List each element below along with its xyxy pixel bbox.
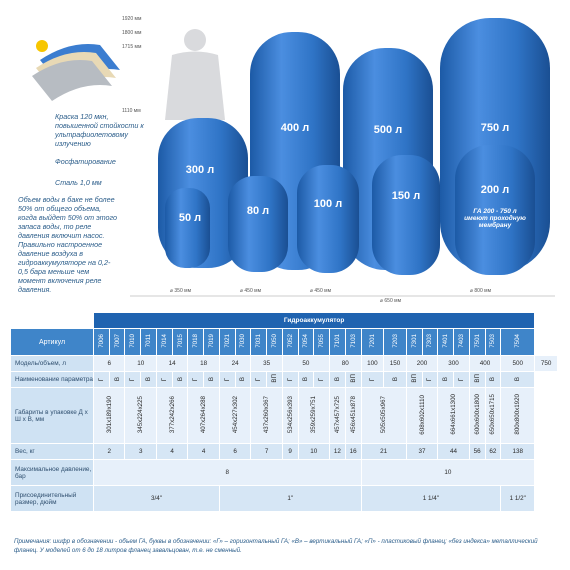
person-silhouette-icon bbox=[165, 29, 225, 120]
height-1715: 1715 мм bbox=[122, 44, 142, 50]
advice-note: Объем воды в баке не более 50% от общего объема, когда выйдет 50% от этого запаса воды, то реле давления включит насос. Правильно настроенное давление воздуха в гидроаккумуляторе на 0,2-0,5 бара меньше чем момент включения реле давления. bbox=[18, 195, 117, 294]
article-label: Артикул bbox=[11, 329, 94, 356]
steel-note: Сталь 1,0 мм bbox=[55, 178, 102, 187]
height-1920: 1920 мм bbox=[122, 16, 142, 22]
phosphate-note: Фосфатирование bbox=[55, 157, 116, 166]
paint-note: Краска 120 мкн, повышенной стойкости к ультрафиолетовому излучению bbox=[55, 112, 144, 148]
weight-row: Вес, кг 2 3 4 4 6 7 9 10 12 16 21 37 44 56 62 138 bbox=[11, 444, 558, 460]
diam-80: ⌀ 450 мм bbox=[240, 288, 262, 294]
tank-label-200: 200 л bbox=[480, 184, 510, 196]
diam-50: ⌀ 350 мм bbox=[170, 288, 192, 294]
diam-150: ⌀ 650 мм bbox=[380, 298, 402, 304]
tank-100 bbox=[297, 165, 359, 273]
tank-membrane-note: ГА 200 - 750 л имеют проходную мембрану bbox=[464, 208, 526, 229]
diam-750: ⌀ 800 мм bbox=[470, 288, 492, 294]
tank-label-150: 150 л bbox=[391, 190, 421, 202]
specs-table bbox=[10, 312, 558, 512]
tank-label-400: 400 л bbox=[280, 122, 310, 134]
tank-label-100: 100 л bbox=[313, 198, 343, 210]
tank-label-300: 300 л bbox=[185, 164, 215, 176]
tank-label-750: 750 л bbox=[480, 122, 510, 134]
tank-label-80: 80 л bbox=[246, 205, 270, 217]
connect-row: Присоединительный размер, дюйм 3/4" 1" 1 1/4" 1 1/2" bbox=[11, 486, 558, 512]
tank-label-500: 500 л bbox=[373, 124, 403, 136]
tank-label-50: 50 л bbox=[178, 212, 202, 224]
height-1800: 1800 мм bbox=[122, 30, 142, 36]
size-row: Габариты в упаковке Д х Ш х В, мм 301x189x190 345x224x225 377x242x266 407x264x288 454x227x302 437x260x367 534x256x393 359x259x751 457x457x725 456x451x878 505x505x967 608x602x1110 664x661x1300 600x600x1800 650x650x1715 800x800x1920 bbox=[11, 388, 558, 444]
footnote: Примечания: шифр в обозначении - объем ГА, буквы в обозначении: «Г» – горизонтальный ГА; «В» – вертикальный ГА; «П» - пластиковый фланец; «без индекса» металлический фланец. У моделей от 6 до 18 литров фланец завальцован, т.е. не сменный. bbox=[14, 538, 538, 554]
model-row: Модель/объем, л 6 10 14 18 24 35 50 80 100 150 200 300 400 500 750 bbox=[11, 356, 558, 372]
tank-150 bbox=[372, 155, 440, 275]
layers-diagram bbox=[32, 40, 120, 101]
param-row: Наименование параметра Г В Г В Г В Г В Г В Г ВП Г В Г В ВП Г В ВП Г В Г ВП В В bbox=[11, 372, 558, 388]
sun-icon bbox=[36, 40, 48, 52]
articles-row: Артикул 7006 7007 7010 7011 7014 7015 7018 7019 7021 7030 7031 7050 7052 7054 7055 7101 7103 7201 7203 7301 7303 7401 7403 7501 7503 7504 bbox=[11, 329, 558, 356]
table-title: Гидроаккумулятор bbox=[94, 313, 535, 329]
diam-100: ⌀ 450 мм bbox=[310, 288, 332, 294]
pressure-row: Максимальное давление, бар 8 10 bbox=[11, 460, 558, 486]
tank-50 bbox=[165, 188, 210, 268]
tank-80 bbox=[228, 176, 288, 272]
height-1110: 1110 мм bbox=[122, 108, 141, 114]
